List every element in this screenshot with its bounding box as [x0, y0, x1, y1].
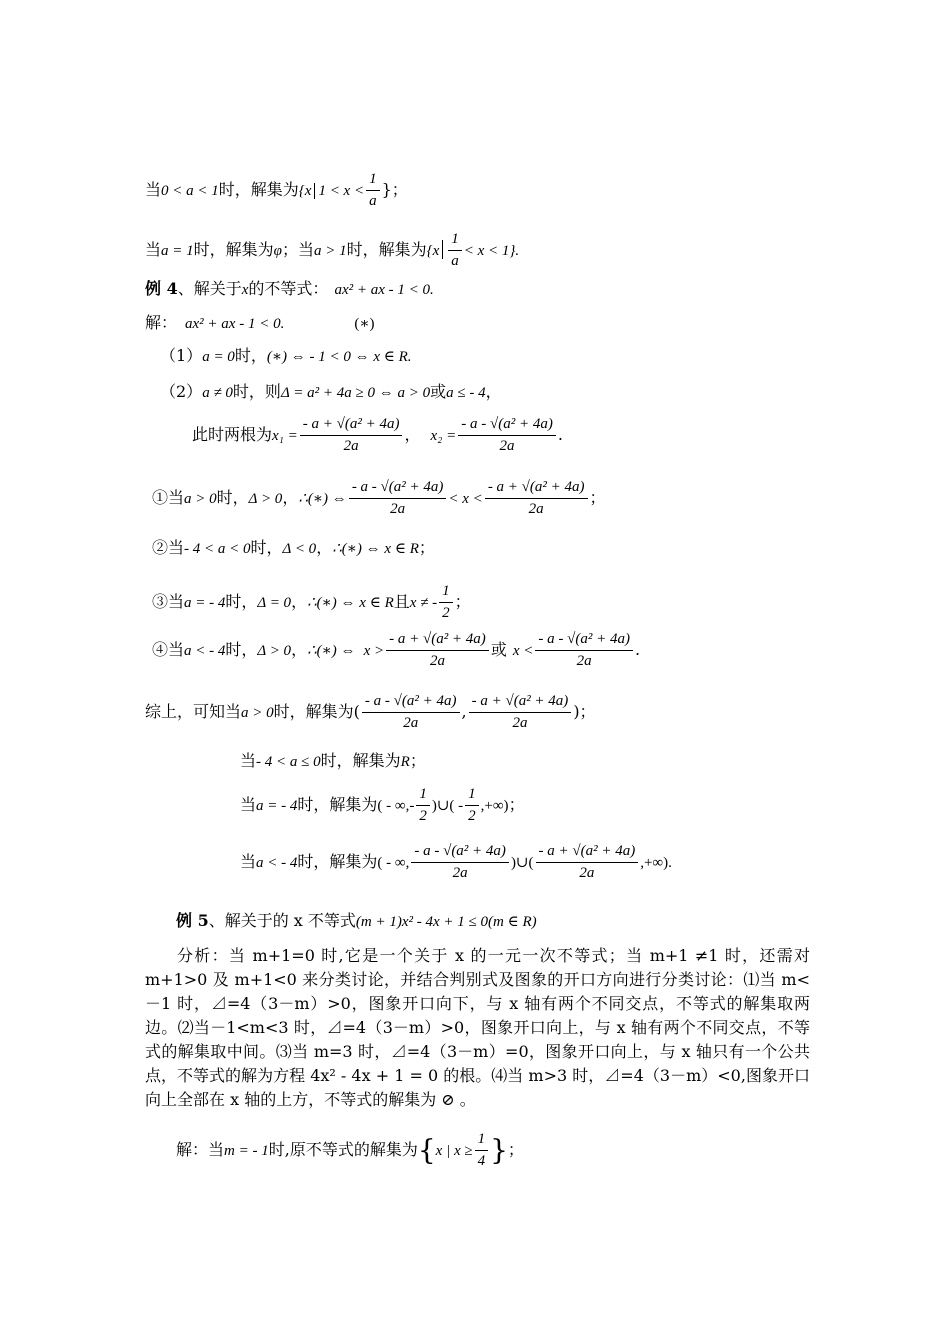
- text: ④当: [152, 640, 185, 659]
- text: ①当: [152, 488, 185, 507]
- text: ，: [282, 488, 299, 507]
- fraction: $\frac{\text{- a - √(a² + 4a)}}{2a}$: [411, 842, 509, 883]
- text: ；: [507, 1140, 524, 1159]
- right-brace: }: [490, 1133, 508, 1167]
- text: 时,原不等式的解集为: [268, 1140, 418, 1159]
- fraction-root-2: $\frac{\text{- a - √(a² + 4a)}}{2a}$: [458, 415, 556, 456]
- math-var: x: [241, 282, 249, 298]
- math-expr: < x <: [448, 491, 483, 507]
- case-number: （2）: [160, 382, 203, 401]
- math-expr: x >: [363, 643, 385, 659]
- math-expr: (m + 1)x² - 4x + 1 ≤ 0(m ∈ R): [355, 914, 537, 930]
- example-5-heading: [176, 910, 537, 933]
- math-cond: a = - 4: [256, 798, 298, 814]
- text: 时，: [250, 538, 283, 557]
- text: 时，解集为: [320, 751, 401, 770]
- fraction: $\frac{1}{2}$: [416, 785, 430, 826]
- math-cond: a > 1: [313, 243, 347, 259]
- text: ，: [404, 425, 421, 444]
- text: 当: [145, 180, 162, 199]
- case-1: [160, 345, 412, 368]
- text: ，: [316, 538, 333, 557]
- text: ，: [485, 382, 502, 401]
- example-label: 例 4: [145, 279, 178, 298]
- text: 或: [490, 640, 507, 659]
- math-cond: - 4 < a ≤ 0: [256, 754, 321, 770]
- text: ②当: [152, 538, 185, 557]
- math-delta: Δ > 0: [257, 643, 292, 659]
- solution-line: [145, 312, 375, 335]
- fraction: $\frac{\text{- a - √(a² + 4a)}}{2a}$: [535, 630, 633, 671]
- fraction: $\frac{1}{2}$: [439, 582, 453, 623]
- set-close: }；: [381, 180, 408, 199]
- text: ；: [454, 592, 471, 611]
- set-open: {x: [426, 243, 440, 259]
- case-number: （1）: [160, 346, 203, 365]
- empty-set: φ: [273, 243, 282, 259]
- subcase-2: [152, 537, 435, 560]
- case-line-2: [145, 230, 519, 271]
- math-expr: ∴(∗) ⇔ x ∈ R: [332, 541, 419, 557]
- text: 的不等式：: [248, 279, 329, 298]
- text: 且: [393, 592, 410, 611]
- text: 、解关于的 x 不等式: [208, 911, 356, 930]
- text: ，: [291, 640, 308, 659]
- text: (: [353, 702, 360, 721]
- text: .: [634, 640, 641, 659]
- math-cond: m = - 1: [224, 1143, 269, 1159]
- text: ，: [291, 592, 308, 611]
- math-cond: a = 1: [161, 243, 194, 259]
- text: 时，则: [232, 382, 281, 401]
- text: 综上，可知当: [145, 702, 242, 721]
- fraction: $\frac{\text{- a + √(a² + 4a)}}{2a}$: [386, 630, 489, 671]
- text: 时，解集为: [193, 240, 274, 259]
- subcase-3: [152, 582, 471, 623]
- subcase-1: [152, 478, 606, 519]
- math-cond: a = - 4: [184, 595, 226, 611]
- text: ；: [589, 488, 606, 507]
- math-expr: ,+∞): [480, 798, 509, 814]
- text: 时，解集为: [218, 180, 299, 199]
- math-cond: a ≠ 0: [202, 385, 233, 401]
- text: 当: [145, 240, 162, 259]
- math-expr: (∗) ⇔ - 1 < 0 ⇔ x ∈ R.: [266, 349, 412, 365]
- math-expr: ∴(∗) ⇔ x ∈ R: [307, 595, 394, 611]
- text: .: [557, 425, 563, 444]
- math-expr: ( - ∞,-: [377, 798, 415, 814]
- fraction: $\frac{\text{- a - √(a² + 4a)}}{2a}$: [349, 478, 447, 519]
- case-line-1: [145, 170, 408, 211]
- text: ；: [418, 538, 435, 557]
- text: 时，解集为: [297, 795, 378, 814]
- math-cond: a < - 4: [184, 643, 226, 659]
- summary-2: [240, 750, 426, 773]
- set-cond: 1 < x <: [314, 183, 364, 199]
- math-delta: Δ < 0: [282, 541, 317, 557]
- text: 时，解集为: [346, 240, 427, 259]
- summary-1: [145, 692, 596, 733]
- text: 、: [177, 279, 194, 298]
- math-expr: a ≤ - 4: [446, 385, 486, 401]
- analysis-paragraph: 分析：当 m+1=0 时,它是一个关于 x 的一元一次不等式；当 m+1 ≠1 时，还需对 m+1>0 及 m+1<0 来分类讨论，并结合判别式及图象的开口方向进行分类讨论：⑴当 m<－1 时，⊿=4（3－m）>0，图象开口向下，与 x 轴有两个不同交点，不等式的解集取两边。⑵当－1<m<3 时，⊿=4（3－m）>0，图象开口向上，与 x 轴有两个不同交点，不等式的解集取中间。⑶当 m=3 时，⊿=4（3－m）=0，图象开口向上，与 x 轴只有一个公共点，不等式的解为方程 4x² - 4x + 1 = 0 的根。⑷当 m>3 时，⊿=4（3－m）<0,图象开口向上全部在 x 轴的上方，不等式的解集为 ⊘ 。: [145, 946, 810, 1109]
- math-cond: a < - 4: [256, 855, 298, 871]
- left-brace: {: [417, 1133, 436, 1167]
- text: ；: [508, 795, 525, 814]
- set-cond: x | x ≥: [435, 1143, 473, 1159]
- text: 时，: [234, 346, 267, 365]
- math-expr: x <: [512, 643, 534, 659]
- star-mark: (∗): [354, 316, 375, 332]
- fraction: $\frac{1}{a}$: [448, 230, 462, 271]
- math-expr: ax² + ax - 1 < 0.: [185, 316, 285, 332]
- fraction-root-1: $\frac{\text{- a + √(a² + 4a)}}{2a}$: [300, 415, 403, 456]
- example-4-heading: [145, 278, 434, 301]
- fraction: $\frac{\text{- a + √(a² + 4a)}}{2a}$: [485, 478, 588, 519]
- text: )；: [573, 702, 596, 721]
- text: 时，: [225, 640, 258, 659]
- text: 当: [240, 751, 257, 770]
- summary-3: [240, 785, 525, 826]
- math-expr: ∴(∗) ⇔: [298, 491, 347, 507]
- math-cond: a > 0: [241, 705, 274, 721]
- math-delta: Δ > 0: [248, 491, 283, 507]
- math-expr: ax² + ax - 1 < 0.: [334, 282, 434, 298]
- math-delta: Δ = 0: [257, 595, 292, 611]
- text: 当: [208, 1140, 225, 1159]
- math-expr: x ≠ -: [409, 595, 438, 611]
- math-var: R: [400, 754, 410, 770]
- math-expr: Δ = a² + 4a ≥ 0 ⇔ a > 0: [280, 385, 431, 401]
- math-expr: ( - ∞,: [377, 855, 410, 871]
- text: 此时两根为: [192, 425, 273, 444]
- fraction: $\frac{\text{- a + √(a² + 4a)}}{2a}$: [469, 692, 572, 733]
- text: ③当: [152, 592, 185, 611]
- fraction: $\frac{1}{2}$: [465, 785, 479, 826]
- text: 时，: [225, 592, 258, 611]
- text: ,: [461, 702, 467, 721]
- summary-4: [240, 842, 672, 883]
- roots-line: [192, 415, 563, 456]
- math-cond: a > 0: [184, 491, 217, 507]
- fraction: $\frac{\text{- a - √(a² + 4a)}}{2a}$: [362, 692, 460, 733]
- math-expr: )∪( -: [431, 798, 464, 814]
- math-var: x₂ =: [430, 428, 457, 444]
- text: ；: [409, 751, 426, 770]
- solution-label: 解：: [176, 1140, 209, 1159]
- set-cond: < x < 1}.: [463, 243, 520, 259]
- math-var: x₁ =: [272, 428, 298, 444]
- fraction: $\frac{1}{a}$: [366, 170, 380, 211]
- solution-label: 解：: [145, 313, 178, 332]
- text: 当: [240, 852, 257, 871]
- example-label: 例 5: [176, 911, 209, 930]
- text: 当: [240, 795, 257, 814]
- text: 时，解集为: [273, 702, 354, 721]
- fraction: $\frac{1}{4}$: [475, 1130, 489, 1171]
- math-cond: a = 0: [202, 349, 235, 365]
- math-expr: )∪(: [510, 855, 534, 871]
- solution-5-line: [176, 1130, 524, 1171]
- math-expr: ∴(∗) ⇔: [307, 643, 356, 659]
- text: 时，: [216, 488, 249, 507]
- text: ；当: [281, 240, 314, 259]
- text: 时，解集为: [297, 852, 378, 871]
- subcase-4: [152, 630, 640, 671]
- text: 或: [430, 382, 447, 401]
- math-cond: 0 < a < 1: [161, 183, 219, 199]
- set-open: {x: [298, 183, 312, 199]
- fraction: $\frac{\text{- a + √(a² + 4a)}}{2a}$: [536, 842, 639, 883]
- math-cond: - 4 < a < 0: [184, 541, 251, 557]
- math-expr: ,+∞).: [640, 855, 672, 871]
- text: 解关于: [193, 279, 242, 298]
- case-2: [160, 381, 502, 404]
